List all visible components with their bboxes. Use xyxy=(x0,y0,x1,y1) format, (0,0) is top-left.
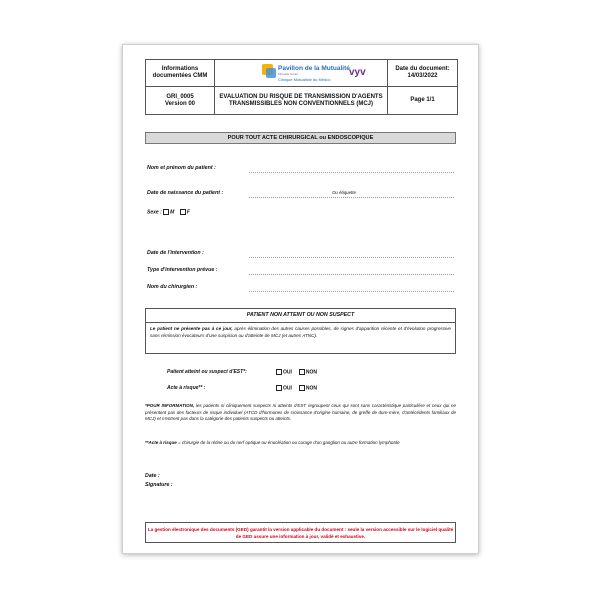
acte-non-checkbox[interactable] xyxy=(299,385,305,391)
birth-date-field[interactable] xyxy=(249,197,454,198)
page-number: Page 1/1 xyxy=(410,97,435,103)
section-banner: POUR TOUT ACTE CHIRURGICAL ou ENDOSCOPIQUE xyxy=(145,132,456,144)
intervention-date-field[interactable] xyxy=(249,257,454,258)
est-oui-checkbox[interactable] xyxy=(276,369,282,375)
logo-brand: Pavillon de la Mutualité xyxy=(278,65,350,72)
signature-date-label: Date : xyxy=(145,473,160,479)
logo-clinic: Clinique Mutualiste du Médoc xyxy=(278,77,331,82)
patient-name-field[interactable] xyxy=(249,172,454,173)
question-est-label: Patient atteint ou suspect d'EST*: xyxy=(167,369,247,375)
note1-rest: les patients ni cliniquement suspects ni atteints d'EST regroupent ceux qui sont sans caractéristique particulière et ceux qui ne présentent pas des facteurs de risque individuel (ATCD d'hormones de croissance d'origine humaine, de greffe de dure-mère, d'antécédents familiaux de MCJ) et n'entrent pas dans la catégorie des patients suspects ou atteints. xyxy=(145,403,457,421)
note1-bold: *POUR INFORMATION, xyxy=(145,403,195,408)
info-documented-cell: Informations documentées CMM xyxy=(152,66,208,79)
question-acte-options xyxy=(276,385,317,391)
document-header-table xyxy=(145,59,458,115)
sex-m-label: M xyxy=(170,209,175,216)
clinic-logo xyxy=(215,60,387,86)
note-acte-risque xyxy=(145,440,456,447)
date-cell xyxy=(388,60,457,86)
doc-version: Version 00 xyxy=(164,100,196,107)
date-label: Date du document: xyxy=(395,66,450,72)
sex-row xyxy=(147,209,190,215)
est-oui-label: OUI xyxy=(283,369,292,376)
est-non-checkbox[interactable] xyxy=(299,369,305,375)
surgeon-label: Nom du chirurgien : xyxy=(147,284,198,290)
sex-f-label: F xyxy=(186,209,190,216)
document-page xyxy=(122,44,479,554)
birth-date-label: Date de naissance du patient : xyxy=(147,190,224,196)
date-value: 14/03/2022 xyxy=(407,73,438,79)
logo-tag: Mutuelle Santé xyxy=(278,72,299,76)
acte-non-label: NON xyxy=(305,385,317,392)
surgeon-field[interactable] xyxy=(249,291,454,292)
question-acte-label: Acte à risque** : xyxy=(167,385,206,391)
question-est-options xyxy=(276,369,317,375)
est-non-label: NON xyxy=(305,369,317,376)
ged-footer-notice: La gestion électronique des documents (GED) garantit la version applicable du document : seule la version accessible sur le logiciel qualité de GED assure une information à jour, validé et exhaustive. xyxy=(145,522,456,543)
intervention-date-label: Date de l'intervention : xyxy=(147,250,204,256)
frame-text-bold: Le patient ne présente pas à ce jour, xyxy=(150,326,233,331)
non-suspect-frame xyxy=(145,308,456,354)
frame-text xyxy=(150,325,451,339)
sex-m-checkbox[interactable] xyxy=(163,209,169,215)
code-version-cell xyxy=(146,87,214,114)
note2-bold: **Acte à risque xyxy=(145,440,177,445)
logo-graphic xyxy=(216,61,386,85)
intervention-type-label: Type d'intervention prévue : xyxy=(147,267,218,273)
logo-vyv: vyv xyxy=(349,67,366,78)
signature-label: Signature : xyxy=(145,482,173,488)
acte-oui-checkbox[interactable] xyxy=(276,385,282,391)
doc-code: GRI_0005 xyxy=(166,93,194,100)
note2-rest: = chirurgie de la rétine ou du nerf optique ou énucléation ou curage d'un ganglion ou autre formation lymphoïde xyxy=(176,440,400,445)
note-information xyxy=(145,403,456,423)
document-title: EVALUATION DU RISQUE DE TRANSMISSION D'AGENTS TRANSMISSIBLES NON CONVENTIONNELS (MCJ) xyxy=(219,93,383,107)
sex-f-checkbox[interactable] xyxy=(180,209,186,215)
sticker-note: Ou étiquette xyxy=(332,190,356,195)
acte-oui-label: OUI xyxy=(283,385,292,392)
frame-title: PATIENT NON ATTEINT OU NON SUSPECT xyxy=(246,312,355,318)
patient-name-label: Nom et prénom du patient : xyxy=(147,165,216,171)
sex-label: Sexe : xyxy=(147,209,162,216)
frame-text-rest: après élimination des autres causes possibles, de signes d'apparition récente et d'évolution progressive sans rémission évocateurs d'une suspicion ou d'atteinte de MCJ (et autres ATNC). xyxy=(150,326,451,338)
intervention-type-field[interactable] xyxy=(249,274,454,275)
